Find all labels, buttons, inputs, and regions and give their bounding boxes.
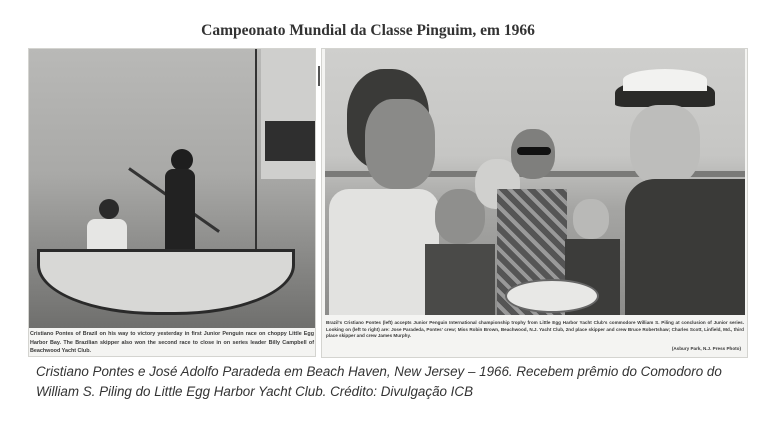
photo-boy2-shirt (425, 244, 495, 315)
photo-trophy-ceremony (325, 49, 745, 315)
photo-captain-hat-top (623, 69, 707, 91)
photo-boy-face (365, 99, 435, 189)
divider (318, 66, 320, 86)
photo-pier-shadow (265, 121, 315, 161)
photo-hull (37, 249, 295, 315)
page-title-text: Campeonato Mundial da Classe Pinguim, em 1966 (201, 22, 535, 39)
photo-trophy (505, 279, 599, 313)
photo-commodore-jacket (625, 179, 745, 315)
page-title (0, 22, 768, 40)
photo-boy4-face (573, 199, 609, 239)
photo-mast (255, 49, 257, 279)
photo-commodore-face (630, 105, 700, 185)
newspaper-clipping-right (321, 48, 748, 358)
photo-crew-head (99, 199, 119, 219)
photo-sailor-head (171, 149, 193, 171)
photo-boy-shirt (329, 189, 439, 315)
photo-sailing-dinghy (29, 49, 315, 328)
photo-sunglasses (517, 147, 551, 155)
photo-sailor-body (165, 169, 195, 259)
clipping-photo-credit: (Asbury Park, N.J. Press Photo) (671, 346, 741, 351)
newspaper-clipping-left (28, 48, 316, 357)
clipping-caption-right: Brazil's Cristiano Pontes (left) accepts Junior Penguin International championship trophy from Little Egg Harbor Yacht Club's commodore William S. Piling at conclusion of Junior series. Looking on (left to right) are: Jose Paradeda, Pontes' crew; Miss Robin Brown, Beachwood, N.J. Yacht Club, 2nd place skipper and crew Bruce Robertshaw; Charles Scott, Linfield, Md., third place skipper and crew James Murphy. (326, 320, 744, 338)
image-caption: Cristiano Pontes e José Adolfo Paradeda em Beach Haven, New Jersey – 1966. Recebem prêmio do Comodoro do William S. Piling do Little Egg Harbor Yacht Club. Crédito: Divulgação ICB (36, 364, 722, 399)
clipping-caption-left: Cristiano Pontes of Brazil on his way to victory yesterday in first Junior Penguin race on choppy Little Egg Harbor Bay. The Brazilian skipper also won the second race to close in on series leader Billy Campbell of Beachwood Yacht Club. (30, 331, 314, 354)
